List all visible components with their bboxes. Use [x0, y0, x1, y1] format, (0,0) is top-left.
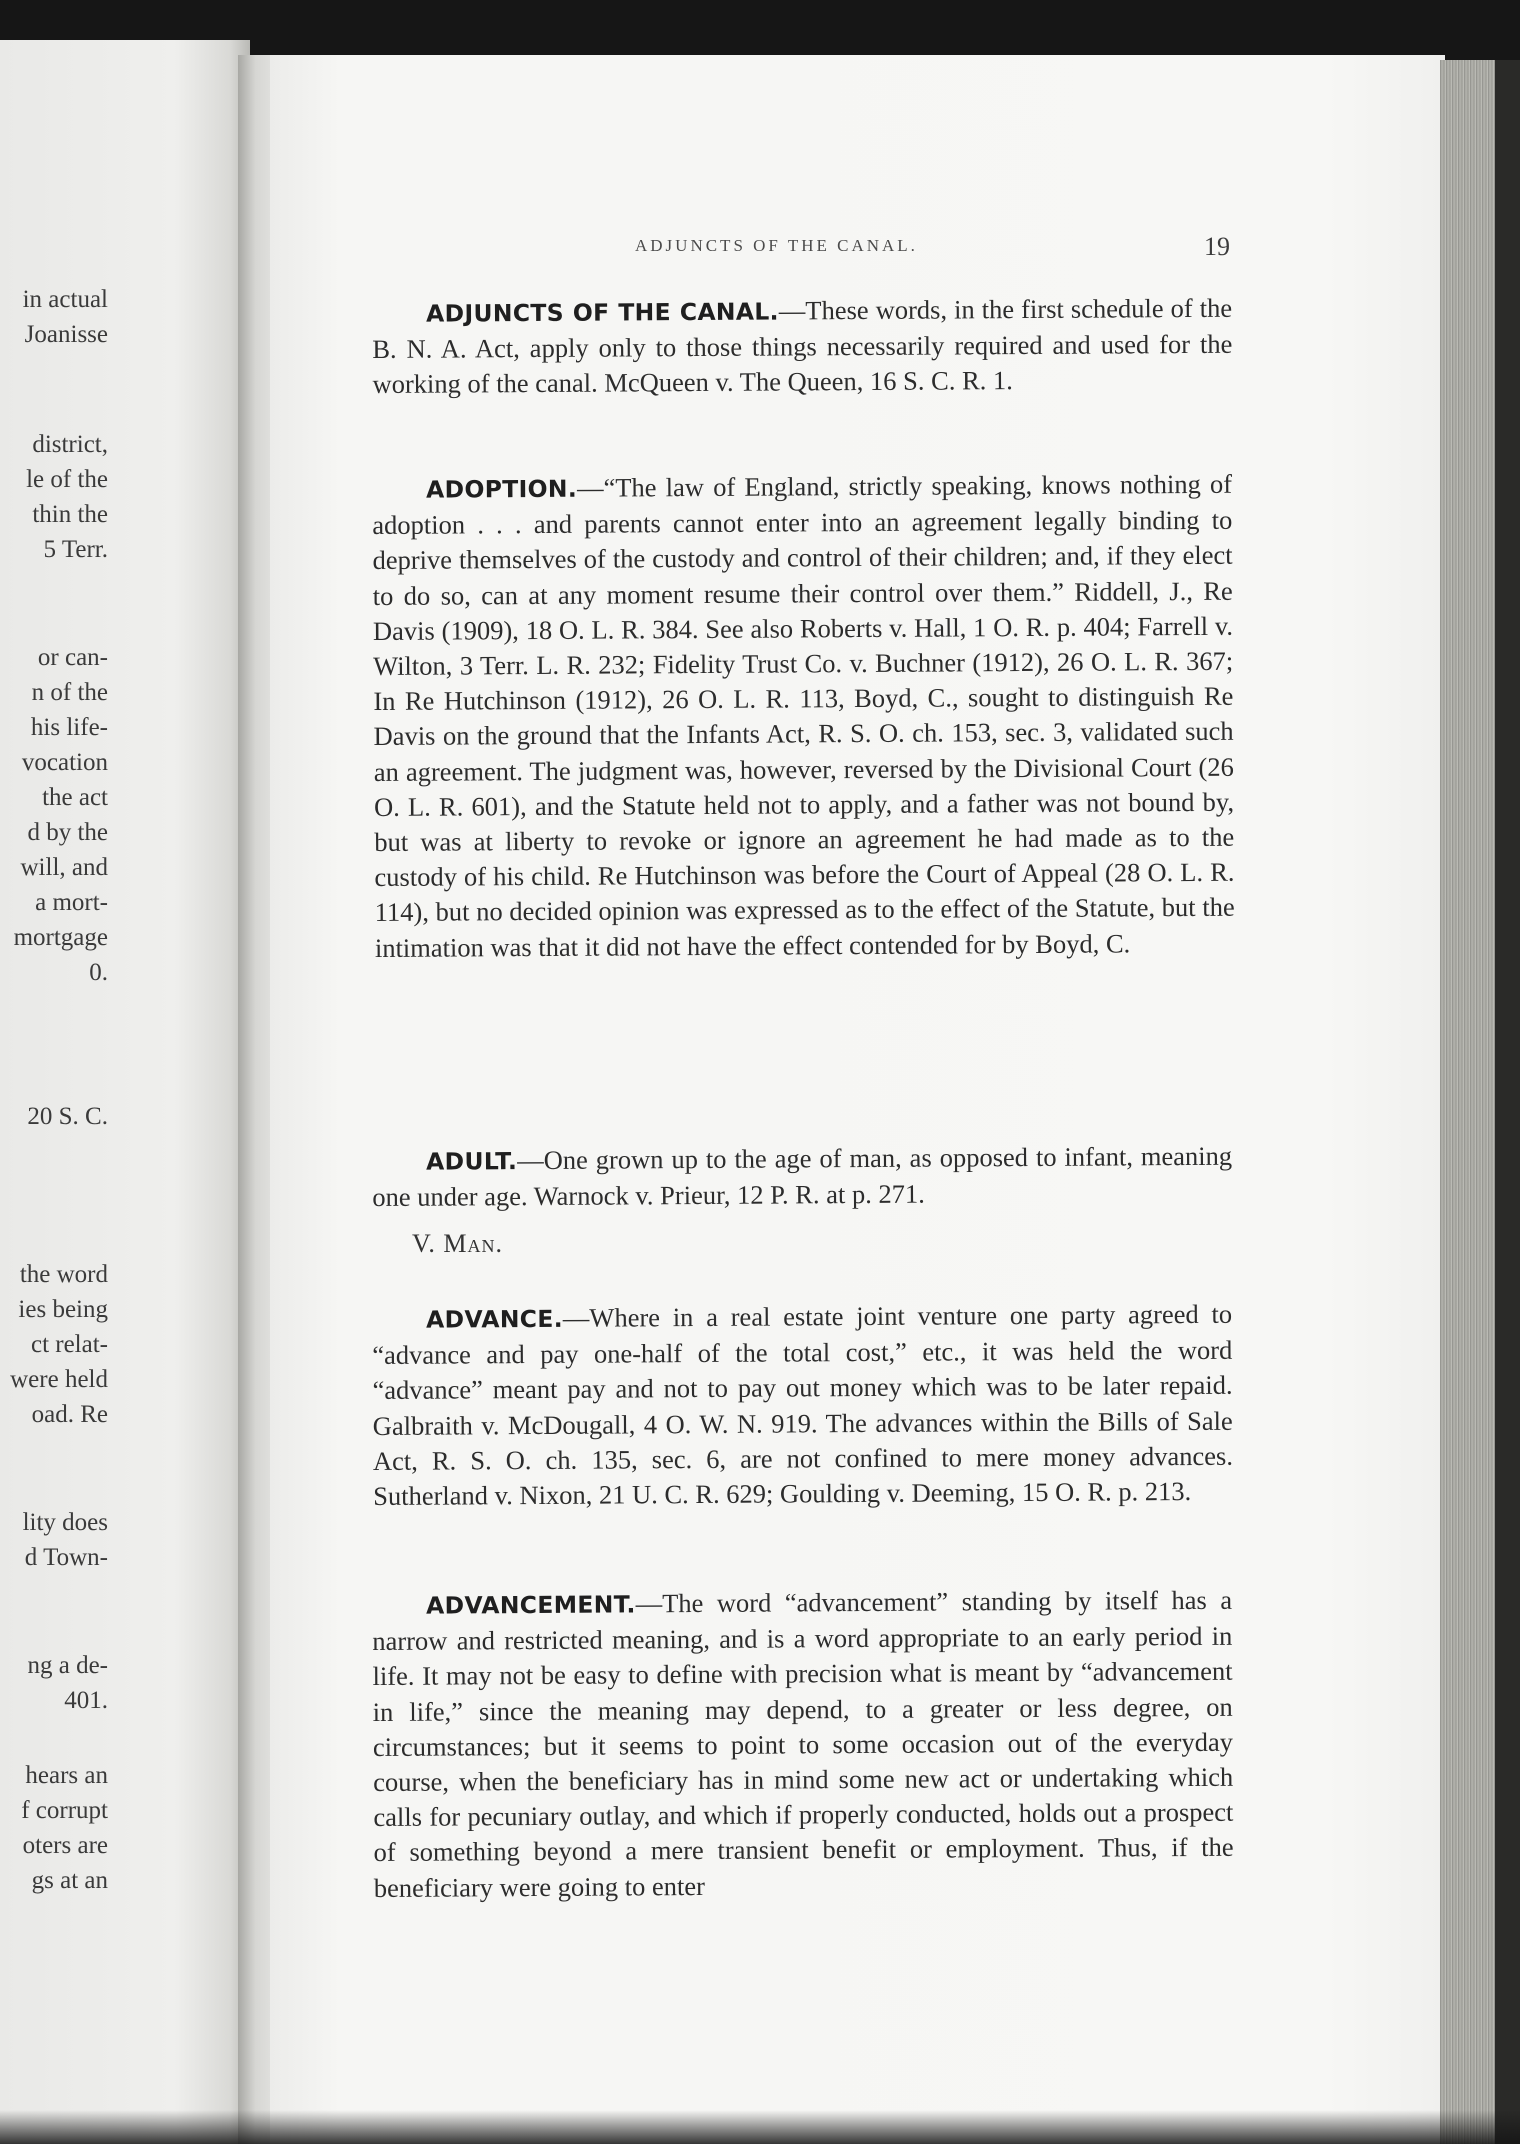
- left-page-line: f corrupt: [21, 1797, 108, 1824]
- entry-adoption: [372, 467, 1235, 966]
- left-page-fragment: [0, 282, 108, 352]
- left-page-line: oad. Re: [31, 1401, 108, 1428]
- left-page-fragment: [0, 1648, 108, 1718]
- left-page-fragment: [0, 1758, 108, 1898]
- left-page-line: 401.: [64, 1687, 108, 1714]
- entry-heading: ADVANCE.: [426, 1304, 563, 1334]
- left-page-line: in actual: [22, 286, 108, 313]
- left-page-line: hears an: [25, 1762, 108, 1789]
- left-page-line: mortgage: [13, 924, 108, 951]
- entry-adjuncts: [372, 291, 1233, 403]
- left-page-line: his life-: [30, 714, 108, 741]
- left-page-line: district,: [32, 431, 108, 458]
- left-page-line: n of the: [31, 679, 108, 706]
- left-page-line: gs at an: [31, 1867, 108, 1894]
- left-page-line: 5 Terr.: [43, 536, 108, 563]
- entry-body: —“The law of England, strictly speaking, knows nothing of adoption . . . and parents cannot enter into an agreement legally binding to deprive themselves of the custody and control of their children; and, if they elect to do so, can at any moment resume their control over them.” Riddell, J., Re Davis (1909), 18 O. L. R. 384. See also Roberts v. Hall, 1 O. R. p. 404; Farrell v. Wilton, 3 Terr. L. R. 232; Fidelity Trust Co. v. Buchner (1912), 26 O. L. R. 367; In Re Hutchinson (1912), 26 O. L. R. 113, Boyd, C., sought to distinguish Re Davis on the ground that the Infants Act, R. S. O. ch. 153, sec. 3, validated such an agreement. The judgment was, however, reversed by the Divisional Court (26 O. L. R. 601), and the Statute held not to apply, and a father was not bound by, but was at liberty to revoke or ignore an agreement he had made as to the custody of his child. Re Hutchinson was before the Court of Appeal (28 O. L. R. 114), but no decided opinion was expressed as to the effect of the Statute, but the intimation was that it did not have the effect contended for by Boyd, C.: [372, 468, 1235, 963]
- left-page-line: 0.: [89, 959, 108, 986]
- left-page-line: vocation: [21, 749, 108, 776]
- page-number: 19: [1204, 232, 1230, 261]
- entry-body: —The word “advancement” standing by itself has a narrow and restricted meaning, and is a word appropriate to an early period in life. It may not be easy to define with precision what is meant by “advancement in life,” since the meaning may depend, to a greater or less degree, on circumstances; but it seems to point to some occasion out of the everyday course, when the beneficiary has in mind some new act or undertaking which calls for pecuniary outlay, and which if properly conducted, holds out a prospect of something beyond a mere transient benefit or employment. Thus, if the beneficiary were going to enter: [372, 1584, 1234, 1903]
- entry-advance: [372, 1297, 1233, 1514]
- left-page-line: d by the: [27, 819, 108, 846]
- left-page-line: will, and: [20, 854, 108, 881]
- left-page-line: Joanisse: [24, 321, 108, 348]
- entry-heading: ADULT.: [426, 1147, 518, 1176]
- left-page-line: a mort-: [35, 889, 108, 916]
- entry-body: —These words, in the first schedule of the B. N. A. Act, apply only to those things necessarily required and used for the working of the canal. McQueen v. The Queen, 16 S. C. R. 1.: [372, 292, 1233, 400]
- scan-bottom-shadow: [0, 2110, 1520, 2144]
- left-page-line: ct relat-: [30, 1331, 108, 1358]
- left-page-line: the act: [42, 784, 108, 811]
- entry-advancement: [372, 1583, 1234, 1906]
- entry-heading: ADVANCEMENT.: [426, 1590, 636, 1620]
- left-page-line: lity does: [22, 1509, 108, 1536]
- left-page-line: were held: [10, 1366, 108, 1393]
- entry-heading: ADJUNCTS OF THE CANAL.: [426, 297, 779, 328]
- left-page-line: ies being: [18, 1296, 108, 1323]
- entry-adult: [372, 1139, 1232, 1216]
- left-page-fragment: [0, 427, 108, 567]
- entry-heading: ADOPTION.: [426, 474, 578, 504]
- running-head: ADJUNCTS OF THE CANAL.: [635, 236, 918, 255]
- left-page-fragment: [0, 1505, 108, 1575]
- left-page-fragment: [0, 640, 108, 990]
- book-cover-edge: [1495, 60, 1520, 2144]
- left-page-line: or can-: [37, 644, 108, 671]
- left-page-fragment: [0, 1257, 108, 1432]
- see-also-reference: V. Man.: [412, 1229, 504, 1258]
- left-page-line: 20 S. C.: [27, 1103, 108, 1130]
- left-page-line: ng a de-: [27, 1652, 108, 1679]
- left-page-line: the word: [19, 1261, 108, 1288]
- left-page-line: le of the: [26, 466, 108, 493]
- left-page-fragment: [0, 1099, 108, 1134]
- left-page-line: oters are: [22, 1832, 108, 1859]
- left-page-line: d Town-: [24, 1544, 108, 1571]
- entry-body: —Where in a real estate joint venture one party agreed to “advance and pay one-half of the total cost,” etc., it was held the word “advance” meant pay and not to pay out money which was to be later repaid. Galbraith v. McDougall, 4 O. W. N. 919. The advances within the Bills of Sale Act, R. S. O. ch. 135, sec. 6, are not confined to mere money advances. Sutherland v. Nixon, 21 U. C. R. 629; Goulding v. Deeming, 15 O. R. p. 213.: [372, 1298, 1234, 1512]
- left-page-line: thin the: [32, 501, 108, 528]
- entry-body: —One grown up to the age of man, as opposed to infant, meaning one under age. Warnock v. Prieur, 12 P. R. at p. 271.: [372, 1140, 1233, 1213]
